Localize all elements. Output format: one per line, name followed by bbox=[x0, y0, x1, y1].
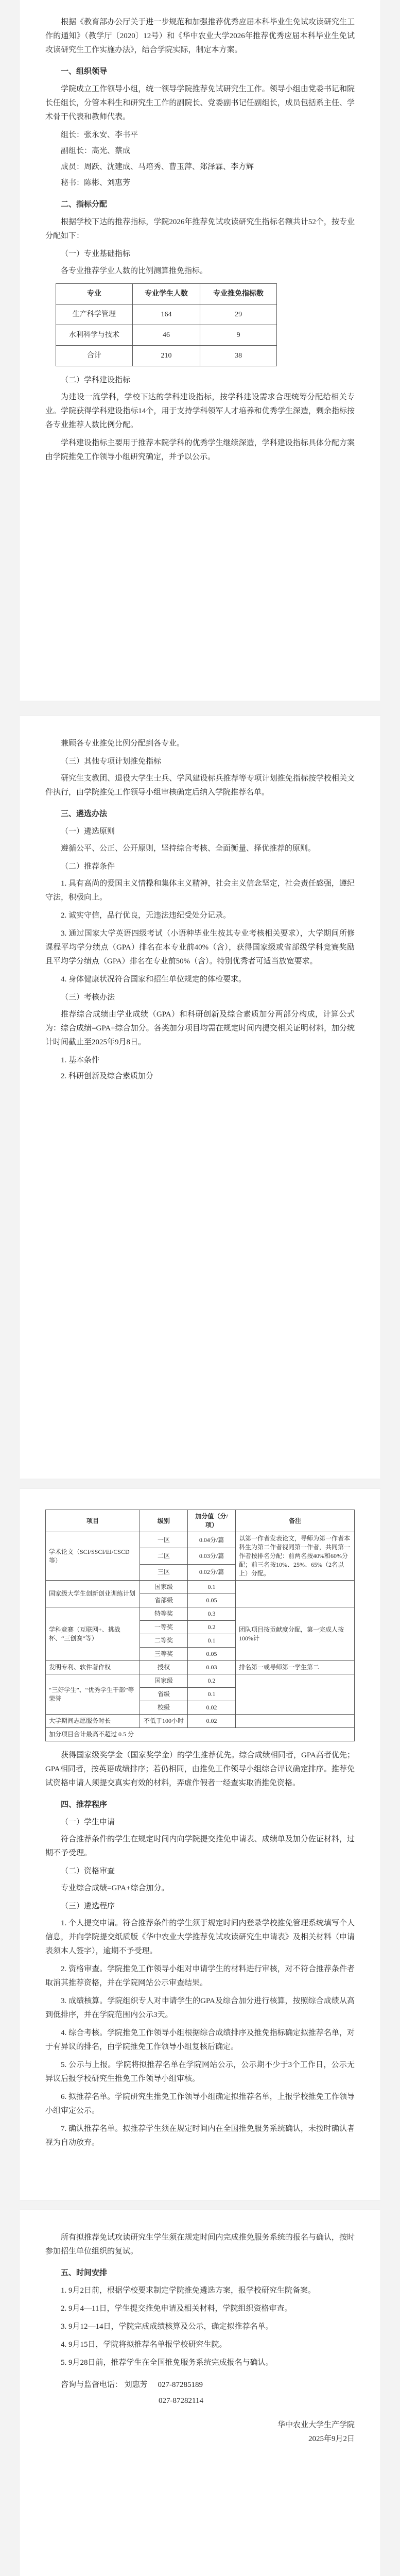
bonus-item-competition: 学科竞赛（互联网+、挑战杯、“三创赛”等） bbox=[46, 1607, 140, 1661]
section-1-paragraph: 学院成立工作领导小组，统一领导学院推荐免试研究生工作。领导小组由党委书记和院长任组长，分管本科生和研究生工作的副院长、党委副书记任副组长，成员包括系主任、学术骨干代表和教师代表。 bbox=[45, 85, 355, 121]
assessment-item-1: 1. 基本条件 bbox=[61, 1056, 100, 1064]
table-cell: 二等奖 bbox=[140, 1634, 188, 1648]
table-cell: 合计 bbox=[56, 346, 133, 366]
timeline-item-3: 3. 9月12—14日，学院完成成绩核算及公示，确定拟推荐名单。 bbox=[61, 2323, 273, 2331]
leader-line: 组长：张永安、李书平 bbox=[61, 131, 138, 139]
table-cell: 164 bbox=[132, 304, 200, 325]
procedure-step-1: 1. 个人提交申请。符合推荐条件的学生须于规定时间内登录学校推免管理系统填写个人信息，并向学院提交纸质版《华中农业大学推荐免试攻读研究生申请表》及相关材料（申请表须本人签字），逾期不予受理。 bbox=[45, 1919, 355, 1955]
bonus-item-innovation: 国家级大学生创新创业训练计划 bbox=[46, 1581, 140, 1607]
table-row bbox=[46, 1607, 355, 1621]
table-cell: 0.1 bbox=[188, 1581, 236, 1594]
table-cell: 三等奖 bbox=[140, 1648, 188, 1661]
table-cell: 0.03 bbox=[188, 1661, 236, 1674]
document-page-1 bbox=[20, 0, 380, 701]
table-cell: 国家级 bbox=[140, 1674, 188, 1688]
table-cell: 0.05 bbox=[188, 1594, 236, 1607]
bonus-header-note: 备注 bbox=[236, 1510, 355, 1532]
bonus-note-volunteer bbox=[236, 1715, 355, 1728]
table-row bbox=[46, 1715, 355, 1728]
page-4-continuation: 所有拟推荐免试攻读研究生学生须在规定时间内完成推免服务系统的报名与确认，按时参加招生单位组织的复试。 bbox=[45, 2233, 355, 2256]
subsection-principles: （一）遴选原则 bbox=[61, 827, 115, 836]
signature-org: 华中农业大学生产学院 bbox=[277, 2421, 355, 2429]
signature-date: 2025年9月2日 bbox=[308, 2435, 355, 2443]
bonus-note-patent: 排名第一或导师第一学生第二 bbox=[236, 1661, 355, 1674]
table-cell: 生产科学管理 bbox=[56, 304, 133, 325]
subsection-quota-base: （一）专业基础指标 bbox=[61, 250, 131, 258]
subsection-assessment: （三）考核办法 bbox=[61, 993, 115, 1002]
bonus-note-papers: 以第一作者发表论文，导师为第一作者本科生为第二作者视同第一作者，共同第一作者按排名分配：前两名按40%和60%分配；前三名按10%、25%、65%（2名以上）分配。 bbox=[236, 1532, 355, 1581]
subsection-application: （一）学生申请 bbox=[61, 1818, 115, 1826]
table-cell: 38 bbox=[200, 346, 277, 366]
quota-header-major: 专业 bbox=[56, 284, 133, 304]
section-5-title: 五、时间安排 bbox=[61, 2268, 108, 2277]
table-cell: 0.1 bbox=[188, 1688, 236, 1701]
after-table-paragraph: 获得国家级奖学金（国家奖学金）的学生推荐优先。综合成绩相同者，GPA高者优先；GPA相同者，按英语成绩排序；若仍相同，由推免工作领导小组综合评议确定排序。推荐免试资格申请人须提交真实有效的材料，弄虚作假者一经查实取消推免资格。 bbox=[45, 1751, 355, 1787]
table-cell: 0.1 bbox=[188, 1634, 236, 1648]
section-3-title: 三、遴选办法 bbox=[61, 809, 108, 818]
table-cell: 一等奖 bbox=[140, 1621, 188, 1634]
document-page-3 bbox=[20, 1489, 380, 2200]
condition-2: 2. 诚实守信，品行优良，无违法违纪受处分记录。 bbox=[61, 911, 231, 920]
bonus-note-innovation bbox=[236, 1581, 355, 1607]
section-1-title: 一、组织领导 bbox=[61, 67, 108, 76]
secretary-line: 秘书：陈彬、刘惠芳 bbox=[61, 179, 131, 187]
table-row bbox=[46, 1661, 355, 1674]
section-2-title: 二、指标分配 bbox=[61, 200, 108, 209]
table-cell: 0.2 bbox=[188, 1621, 236, 1634]
document-page-4 bbox=[20, 2210, 380, 2576]
bonus-item-papers: 学术论文（SCI/SSCI/EI/CSCD等） bbox=[46, 1532, 140, 1581]
table-row bbox=[46, 1728, 355, 1741]
bonus-header-level: 级别 bbox=[140, 1510, 188, 1532]
bonus-points-table bbox=[45, 1510, 355, 1741]
intro-paragraph: 根据《教育部办公厅关于进一步规范和加强推荐优秀应届本科毕业生免试攻读研究生工作的通知》（教学厅〔2020〕12号）和《华中农业大学2026年推荐优秀应届本科毕业生免试攻读研究生工作实施办法》，结合学院实际，制定本方案。 bbox=[45, 18, 355, 54]
application-paragraph: 符合推荐条件的学生在规定时间内向学院提交推免申请表、成绩单及加分佐证材料，过期不予受理。 bbox=[45, 1835, 355, 1857]
section-2-paragraph: 根据学校下达的推荐指标，学院2026年推荐免试攻读研究生指标名额共计52个，按专业分配如下： bbox=[45, 218, 355, 240]
principles-paragraph: 遵循公平、公正、公开原则，坚持综合考核、全面衡量、择优推荐的原则。 bbox=[61, 844, 316, 853]
timeline-item-1: 1. 9月2日前，根据学校要求制定学院推免遴选方案，报学校研究生院备案。 bbox=[61, 2286, 316, 2295]
table-cell: 二区 bbox=[140, 1548, 188, 1564]
bonus-item-honors: “三好学生”、“优秀学生干部”等荣誉 bbox=[46, 1674, 140, 1715]
subsection-special-quota: （三）其他专项计划推免指标 bbox=[61, 757, 162, 766]
table-row bbox=[56, 304, 277, 325]
bonus-note-honors bbox=[236, 1674, 355, 1715]
procedure-step-5: 5. 公示与上报。学院将拟推荐名单在学院网站公示，公示期不少于3个工作日，公示无异议后报学校研究生推免工作领导小组审核。 bbox=[45, 2061, 355, 2083]
bonus-item-volunteer: 大学期间志愿服务时长 bbox=[46, 1715, 140, 1728]
bonus-item-patent: 发明专利、软件著作权 bbox=[46, 1661, 140, 1674]
bonus-header-item: 项目 bbox=[46, 1510, 140, 1532]
members-line: 成员：周跃、沈建成、马培秀、曹玉萍、郑泽霖、李方辉 bbox=[61, 163, 254, 171]
table-row bbox=[56, 346, 277, 366]
table-cell: 特等奖 bbox=[140, 1607, 188, 1621]
quota-header-quota: 专业推免指标数 bbox=[200, 284, 277, 304]
section-4-title: 四、推荐程序 bbox=[61, 1800, 108, 1809]
table-cell: 46 bbox=[132, 325, 200, 346]
table-cell: 0.04分/篇 bbox=[188, 1532, 236, 1548]
contact-line-2 bbox=[61, 2394, 355, 2408]
table-cell: 210 bbox=[132, 346, 200, 366]
contact-line-1 bbox=[61, 2378, 355, 2392]
table-cell: 校级 bbox=[140, 1701, 188, 1715]
quota-header-students: 专业学生人数 bbox=[132, 284, 200, 304]
table-row bbox=[56, 325, 277, 346]
quota-discipline-paragraph-2: 学科建设指标主要用于推荐本院学科的优秀学生继续深造，学科建设指标具体分配方案由学院推免工作领导小组研究确定，并予以公示。 bbox=[45, 439, 355, 461]
subsection-procedure: （三）遴选程序 bbox=[61, 1902, 115, 1910]
contact-phone-2: 027-87282114 bbox=[159, 2397, 203, 2405]
table-cell: 授权 bbox=[140, 1661, 188, 1674]
table-cell: 三区 bbox=[140, 1564, 188, 1580]
page-2-continuation: 兼顾各专业推免比例分配到各专业。 bbox=[61, 739, 185, 748]
table-cell: 29 bbox=[200, 304, 277, 325]
table-row bbox=[46, 1532, 355, 1548]
subsection-review: （二）资格审查 bbox=[61, 1867, 115, 1875]
table-cell: 0.2 bbox=[188, 1674, 236, 1688]
table-cell: 0.3 bbox=[188, 1607, 236, 1621]
table-cell: 0.03分/篇 bbox=[188, 1548, 236, 1564]
timeline-item-2: 2. 9月4—11日，学生提交推免申请及相关材料，学院组织资格审查。 bbox=[61, 2304, 292, 2313]
procedure-step-3: 3. 成绩核算。学院组织专人对申请学生的GPA及综合加分进行核算，按照综合成绩从高到低排序，并在学院范围内公示3天。 bbox=[45, 1997, 355, 2019]
procedure-step-4: 4. 综合考核。学院推免工作领导小组根据综合成绩排序及推免指标确定拟推荐名单，对于有异议的排名，由学院推免工作领导小组复核后确定。 bbox=[45, 2029, 355, 2051]
table-cell: 0.02分/篇 bbox=[188, 1564, 236, 1580]
assessment-paragraph: 推荐综合成绩由学业成绩（GPA）和科研创新及综合素质加分两部分构成，计算公式为：综合成绩=GPA+综合加分。各类加分项目均需在规定时间内提交相关证明材料，加分统计时间截止至2025年9月8日。 bbox=[45, 1010, 355, 1046]
table-cell: 一区 bbox=[140, 1532, 188, 1548]
quota-discipline-paragraph-1: 为建设一流学科，学校下达的学科建设指标，按学科建设需求合理统筹分配给相关专业。学院获得学科建设指标14个，用于支持学科领军人才培养和优秀学生深造，剩余指标按各专业推荐人数比例分配。 bbox=[45, 393, 355, 429]
table-cell: 国家级 bbox=[140, 1581, 188, 1594]
vice-leader-line: 副组长：高光、蔡成 bbox=[61, 147, 131, 155]
special-quota-paragraph: 研究生支教团、退役大学生士兵、学风建设标兵推荐等专项计划推免指标按学校相关文件执行，由学院推免工作领导小组审核确定后纳入学院推荐名单。 bbox=[45, 774, 355, 796]
condition-4: 4. 身体健康状况符合国家和招生单位规定的体检要求。 bbox=[61, 975, 247, 984]
table-cell: 水利科学与技术 bbox=[56, 325, 133, 346]
contact-label: 咨询与监督电话： bbox=[61, 2381, 123, 2389]
contact-phone-1: 027-87285189 bbox=[158, 2381, 203, 2389]
table-cell: 0.05 bbox=[188, 1648, 236, 1661]
procedure-step-6: 6. 拟推荐名单。学院研究生推免工作领导小组确定拟推荐名单，上报学校推免工作领导小组审定公示。 bbox=[45, 2093, 355, 2115]
bonus-total-note: 加分项目合计最高不超过 0.5 分 bbox=[46, 1728, 355, 1741]
table-row bbox=[46, 1581, 355, 1594]
table-cell: 不低于100小时 bbox=[140, 1715, 188, 1728]
table-cell: 省部级 bbox=[140, 1594, 188, 1607]
timeline-item-5: 5. 9月28日前，推荐学生在全国推免服务系统完成报名与确认。 bbox=[61, 2359, 273, 2367]
contact-person: 刘惠芳 bbox=[124, 2381, 148, 2389]
assessment-item-2: 2. 科研创新及综合素质加分 bbox=[61, 1072, 154, 1080]
table-row bbox=[46, 1674, 355, 1688]
procedure-step-2: 2. 资格审查。学院推免工作领导小组对申请学生的材料进行审核，对不符合推荐条件者取消其推荐资格，并在学院网站公示审查结果。 bbox=[45, 1965, 355, 1987]
table-cell: 省级 bbox=[140, 1688, 188, 1701]
condition-1: 1. 具有高尚的爱国主义情操和集体主义精神，社会主义信念坚定，社会责任感强，遵纪守法，积极向上。 bbox=[45, 879, 355, 902]
condition-3: 3. 通过国家大学英语四级考试（小语种毕业生按其专业考核相关要求），大学期间所修课程平均学分绩点（GPA）排名在本专业前40%（含），获得国家级或省部级学科竞赛奖励且平均学分绩点（GPA）排名在专业前50%（含）。特别优秀者可适当放宽要求。 bbox=[45, 929, 355, 965]
bonus-note-competition: 团队项目按贡献度分配，第一完成人按100%计 bbox=[236, 1607, 355, 1661]
review-paragraph: 专业综合成绩=GPA+综合加分。 bbox=[61, 1884, 169, 1892]
bonus-header-points: 加分值（分/项） bbox=[188, 1510, 236, 1532]
table-cell: 0.02 bbox=[188, 1715, 236, 1728]
subsection-quota-discipline: （二）学科建设指标 bbox=[61, 376, 131, 384]
table-cell: 0.02 bbox=[188, 1701, 236, 1715]
bonus-table-header bbox=[46, 1510, 355, 1532]
subsection-conditions: （二）推荐条件 bbox=[61, 862, 115, 871]
table-cell: 9 bbox=[200, 325, 277, 346]
quota-table bbox=[56, 283, 277, 366]
quota-base-desc: 各专业推荐学业人数的比例测算推免指标。 bbox=[61, 267, 208, 275]
timeline-item-4: 4. 9月15日，学院将拟推荐名单报学校研究生院。 bbox=[61, 2341, 227, 2349]
document-page-2 bbox=[20, 716, 380, 1479]
procedure-step-7: 7. 确认推荐名单。拟推荐学生须在规定时间内在全国推免服务系统确认，未按时确认者视为自动放弃。 bbox=[45, 2125, 355, 2147]
quota-table-header bbox=[56, 284, 277, 304]
